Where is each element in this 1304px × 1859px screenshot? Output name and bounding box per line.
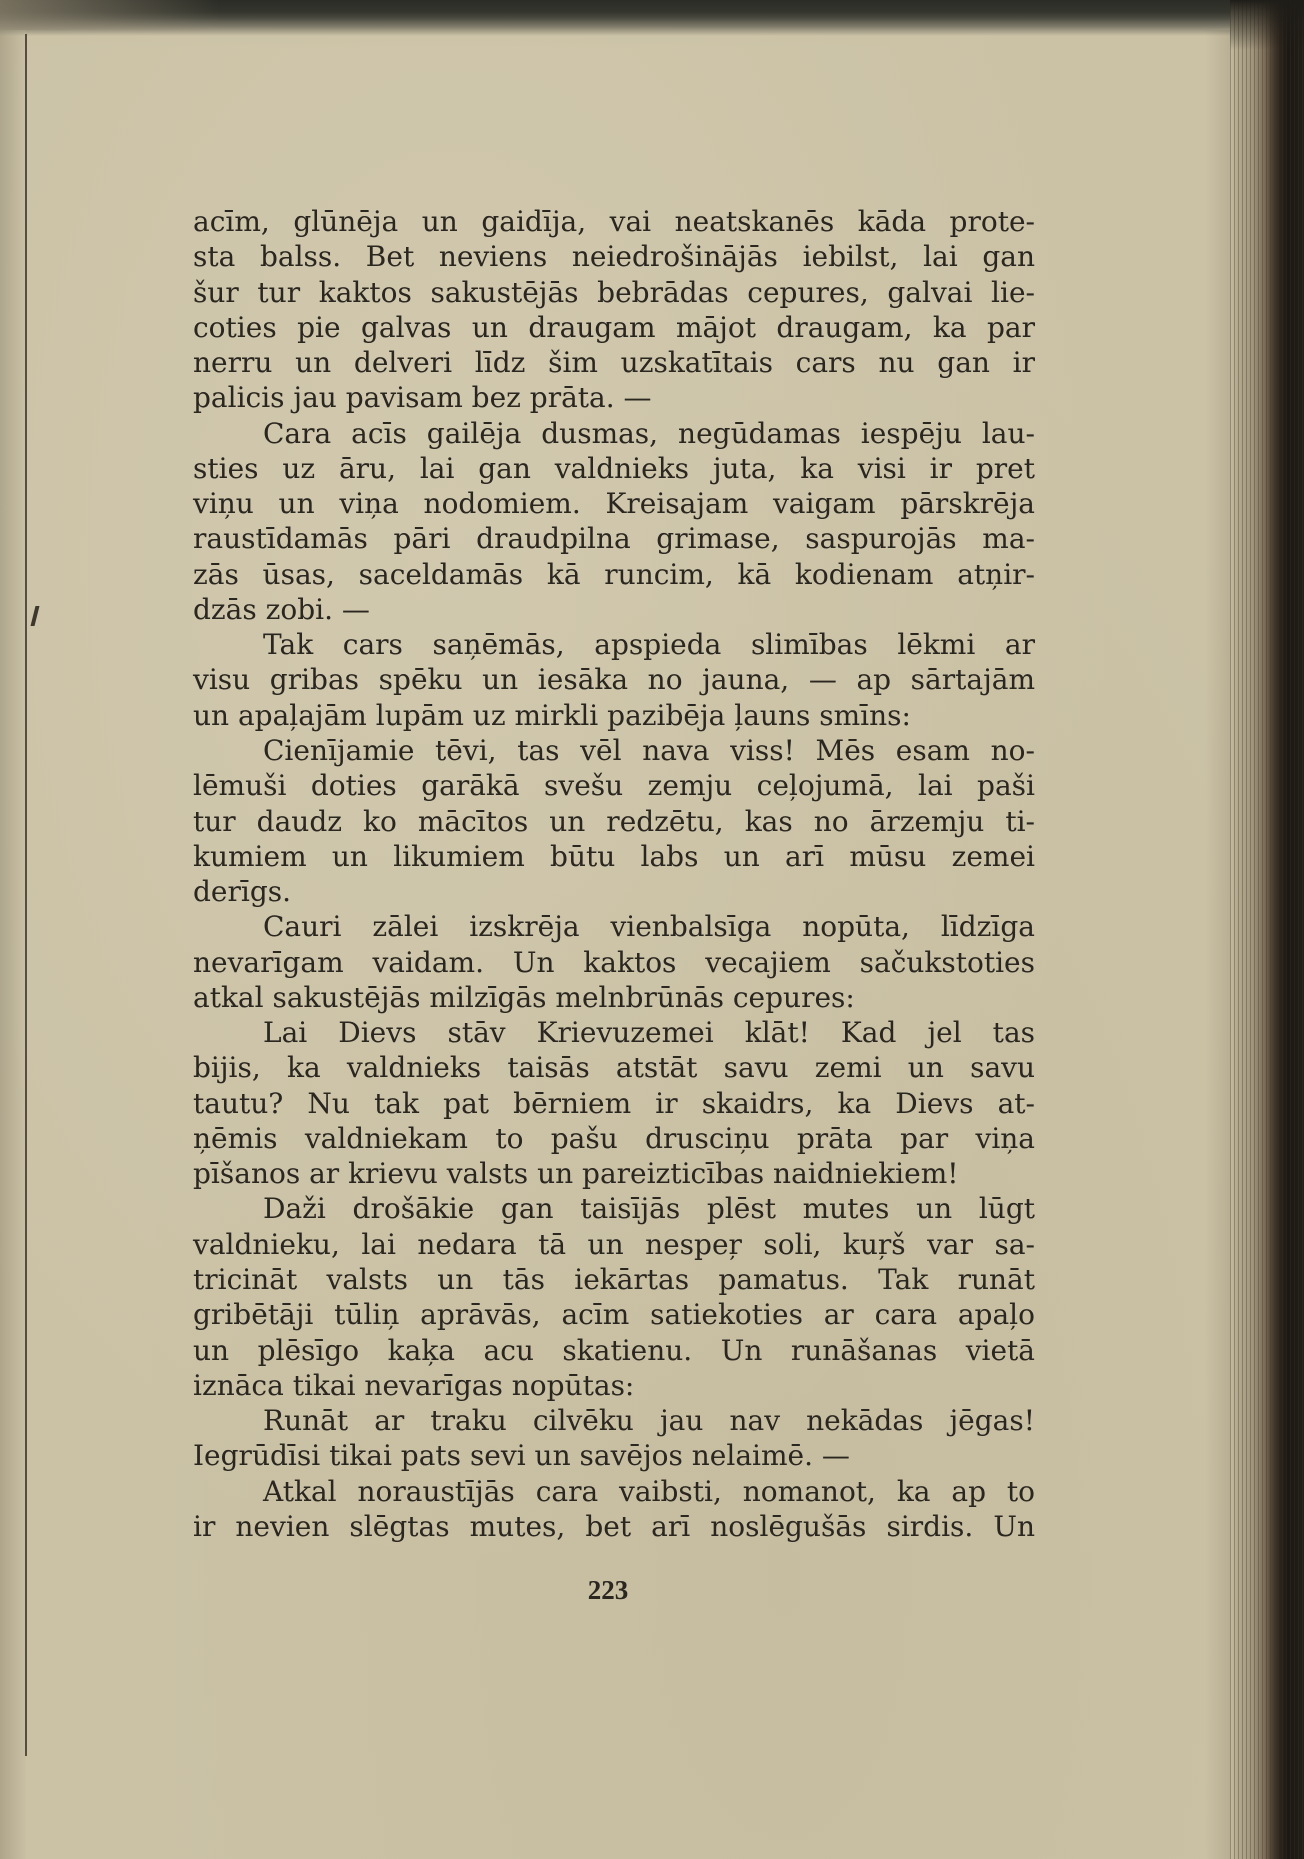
text-line: sties uz āru, lai gan valdnieks juta, ka visi ir pret [193,451,1035,485]
text-line: šur tur kaktos sakustējās bebrādas cepures, galvai lie- [193,275,1035,309]
text-line: Lai Dievs stāv Krievuzemei klāt! Kad jel tas [263,1016,1035,1050]
text-line: zās ūsas, saceldamās kā runcim, kā kodienam atņir- [193,557,1035,591]
text-line: bijis, ka valdnieks taisās atstāt savu zemi un savu [193,1051,1035,1085]
text-line: lēmuši doties garākā svešu zemju ceļojumā, lai paši [193,769,1035,803]
text-line: dzās zobi. — [193,592,370,626]
text-line: nevarīgam vaidam. Un kaktos vecajiem sačukstoties [193,945,1035,979]
text-line: raustīdamās pāri draudpilna grimase, saspurojās ma- [193,522,1035,556]
body-text [193,204,1035,1544]
paragraph [193,1191,1035,1403]
text-line: kumiem un likumiem būtu labs un arī mūsu zemei [193,839,1035,873]
paragraph [193,909,1035,1015]
cover-corner-shadow [1230,0,1304,50]
margin-mark [31,606,40,626]
left-margin-shade [0,30,26,1859]
text-line: Runāt ar traku cilvēku jau nav nekādas jēgas! [263,1404,1035,1438]
text-line: atkal sakustējās milzīgās melnbrūnās cepures: [193,980,855,1014]
text-line: palicis jau pavisam bez prāta. — [193,381,652,415]
text-line: Tak cars saņēmās, apspieda slimības lēkmi ar [263,628,1035,662]
paragraph [193,733,1035,909]
text-line: acīm, glūnēja un gaidīja, vai neatskanēs kāda prote- [193,205,1035,238]
text-line: tur daudz ko mācītos un redzētu, kas no ārzemju ti- [193,804,1035,838]
paragraph [193,1403,1035,1474]
text-line: tautu? Nu tak pat bērniem ir skaidrs, ka Dievs at- [193,1086,1035,1120]
paragraph [193,1015,1035,1191]
paragraph [193,416,1035,628]
text-line: visu gribas spēku un iesāka no jauna, — ap sārtajām [193,663,1035,697]
text-line: pīšanos ar krievu valsts un pareizticības naidniekiem! [193,1157,959,1191]
left-page-edge-line [25,34,27,1756]
top-left-edge-shade [0,0,220,30]
paragraph [193,1474,1035,1545]
text-line: nerru un delveri līdz šim uzskatītais cars nu gan ir [193,346,1035,380]
page-number: 223 [587,1575,629,1605]
text-line: gribētāji tūliņ aprāvās, acīm satiekoties ar cara apaļo [193,1298,1035,1332]
page-stack-edge [1230,0,1304,1859]
text-line: iznāca tikai nevarīgas nopūtas: [193,1368,635,1402]
text-line: valdnieku, lai nedara tā un nespeŗ soli, kuŗš var sa- [193,1227,1035,1261]
text-line: viņu un viņa nodomiem. Kreisajam vaigam pārskrēja [193,487,1035,521]
text-line: Iegrūdīsi tikai pats sevi un savējos nelaimē. — [193,1439,850,1473]
text-line: ņēmis valdniekam to pašu drusciņu prāta par viņa [193,1121,1035,1155]
text-line: sta balss. Bet neviens neiedrošinājās iebilst, lai gan [193,240,1035,274]
text-line: Cauri zālei izskrēja vienbalsīga nopūta, līdzīga [263,910,1035,944]
paragraph [193,204,1035,416]
text-line: tricināt valsts un tās iekārtas pamatus. Tak runāt [193,1262,1035,1296]
paragraph [193,627,1035,733]
gutter-shadow [1205,30,1233,1859]
text-line: ir nevien slēgtas mutes, bet arī noslēgušās sirdis. Un [193,1509,1035,1543]
text-line: coties pie galvas un draugam mājot draugam, ka par [193,310,1035,344]
text-line: Daži drošākie gan taisījās plēst mutes un lūgt [263,1192,1035,1226]
text-line: un plēsīgo kaķa acu skatienu. Un runāšanas vietā [193,1333,1035,1367]
text-line: Cara acīs gailēja dusmas, negūdamas iespēju lau- [263,416,1035,450]
text-line: derīgs. [193,875,292,909]
text-line: Atkal noraustījās cara vaibsti, nomanot, ka ap to [263,1474,1035,1508]
text-line: un apaļajām lupām uz mirkli pazibēja ļauns smīns: [193,698,911,732]
text-line: Cienījamie tēvi, tas vēl nava viss! Mēs esam no- [263,733,1035,767]
